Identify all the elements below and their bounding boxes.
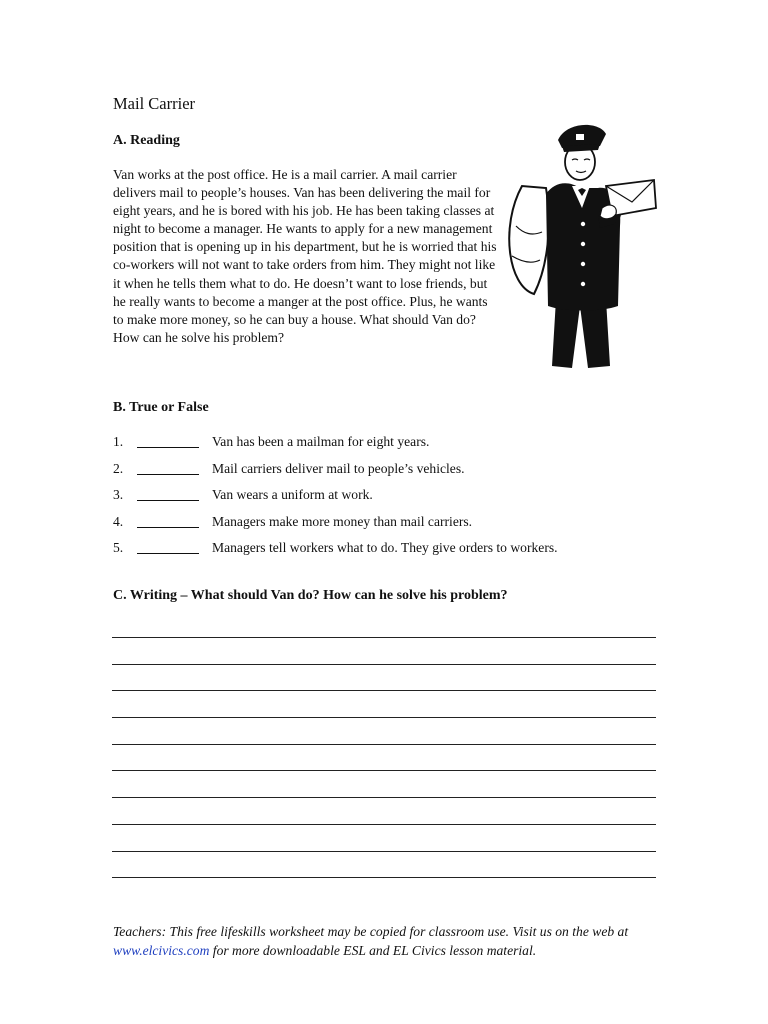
writing-line[interactable] [112,770,656,797]
writing-line[interactable] [112,797,656,824]
list-item [113,434,558,461]
section-a-heading: A. Reading [113,133,180,148]
section-b-heading: B. True or False [113,400,209,415]
writing-area[interactable] [112,637,656,904]
answer-blank[interactable] [137,434,199,448]
item-text: Van wears a uniform at work. [212,487,373,502]
item-text: Managers make more money than mail carriers. [212,513,473,529]
writing-line[interactable] [112,690,656,717]
list-item [113,514,558,541]
page-title: Mail Carrier [113,94,196,113]
elcivics-link[interactable]: www.elcivics.com [113,943,210,958]
reading-paragraph: Van works at the post office. He is a mail carrier. A mail carrier delivers mail to people’s houses. Van has been delivering the mail for eight years, and he is bored with his job. He has been taking classes at night to become a manager. He wants to apply for a new management position that is opening up in his department, but he is worried that his co-workers will not want to take orders from him. They might not like it when he tells them what to do. He doesn’t want to lose friends, but he really wants to become a manger at the post office. Plus, he wants to make more money, so he can buy a house. What should Van do? How can he solve his problem? [113,167,497,345]
list-item [113,487,558,514]
teacher-footer-note [113,922,663,960]
true-false-list [113,434,558,567]
writing-line[interactable] [112,744,656,771]
section-c-heading: C. Writing – What should Van do? How can he solve his problem? [113,588,508,603]
writing-line[interactable] [112,877,656,904]
writing-line[interactable] [112,664,656,691]
answer-blank[interactable] [137,487,199,501]
item-number: 5. [113,540,124,555]
answer-blank[interactable] [137,540,199,554]
item-number: 4. [113,513,124,529]
list-item [113,540,558,567]
item-text: Managers tell workers what to do. They give orders to workers. [212,540,558,555]
item-text: Mail carriers deliver mail to people’s vehicles. [212,460,465,476]
writing-line[interactable] [112,717,656,744]
item-number: 1. [113,434,124,449]
writing-line[interactable] [112,851,656,878]
answer-blank[interactable] [137,461,199,475]
list-item [113,461,558,488]
footer-text-after: for more downloadable ESL and EL Civics lesson material. [209,943,537,958]
footer-text-before: Teachers: This free lifeskills worksheet may be copied for classroom use. Visit us on the web at [113,924,629,939]
item-number: 3. [113,487,124,502]
writing-line[interactable] [112,824,656,851]
item-text: Van has been a mailman for eight years. [212,434,430,449]
mail-carrier-illustration [502,116,660,372]
writing-line[interactable] [112,637,656,664]
answer-blank[interactable] [137,514,199,528]
item-number: 2. [113,460,124,476]
